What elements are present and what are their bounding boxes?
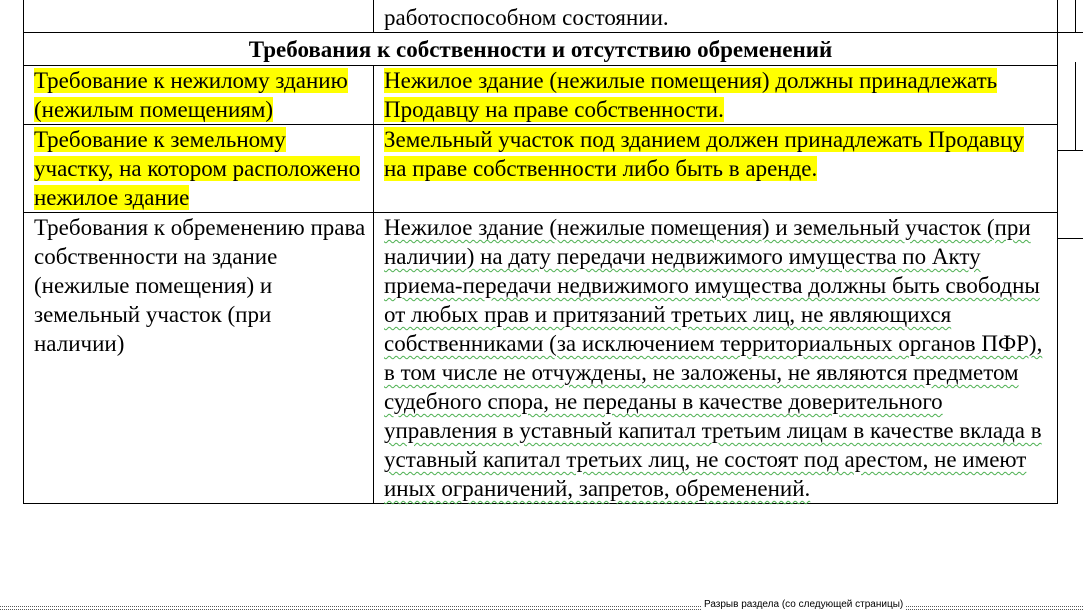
table-outer-border: [1057, 32, 1083, 33]
cell-requirement-building-value[interactable]: [374, 66, 1058, 125]
table-outer-border: [1057, 238, 1083, 239]
cell-previous-left[interactable]: [24, 0, 374, 33]
table-row: [24, 66, 1058, 125]
highlighted-text: Требование к земельному участку, на котором расположено нежилое здание: [34, 127, 361, 210]
section-title[interactable]: Требования к собственности и отсутствию обременений: [24, 33, 1058, 66]
cell-requirement-land-label[interactable]: [24, 125, 374, 213]
highlighted-text: Земельный участок под зданием должен принадлежать Продавцу на праве собственности либо быть в аренде.: [384, 127, 1024, 181]
requirements-table: [23, 0, 1058, 504]
grammar-flagged-text: Нежилое здание (нежилые помещения) и земельный участок (при наличии) на дату передачи недвижимого имущества по Акту приема-передачи недвижимого имущества должны быть свободны от любых прав и притязаний третьих лиц, не являющихся собственниками (за исключением территориальных органов ПФР), в том числе не отчуждены, не заложены, не являются предметом судебного спора, не переданы в качестве доверительного управления в уставный капитал третьим лицам в качестве вклада в уставный капитал третьих лиц, не состоят под арестом, не имеют иных ограничений, запретов, обременений.: [384, 215, 1043, 501]
section-break-line: [0, 606, 1083, 607]
cell-requirement-encumbrance-label[interactable]: Требования к обременению права собственности на здание (нежилые помещения) и земельный участок (при наличии): [24, 213, 374, 504]
section-break-label: Разрыв раздела (со следующей страницы): [704, 599, 904, 610]
table-row-previous: [24, 0, 1058, 33]
table-outer-border: [1075, 62, 1077, 150]
table-row: [24, 125, 1058, 213]
table-outer-border: [1057, 150, 1083, 151]
table-row: [24, 213, 1058, 504]
section-break-line: [0, 609, 1083, 610]
table-outer-border: [1075, 0, 1077, 32]
cell-requirement-encumbrance-value[interactable]: [374, 213, 1058, 504]
highlighted-text: Требование к нежилому зданию (нежилым помещениям): [34, 68, 348, 122]
section-header-row: [24, 33, 1058, 66]
cell-requirement-land-value[interactable]: [374, 125, 1058, 213]
cell-requirement-building-label[interactable]: [24, 66, 374, 125]
highlighted-text: Нежилое здание (нежилые помещения) должны принадлежать Продавцу на праве собственности.: [384, 68, 998, 122]
cell-previous-right[interactable]: работоспособном состоянии.: [374, 0, 1058, 33]
